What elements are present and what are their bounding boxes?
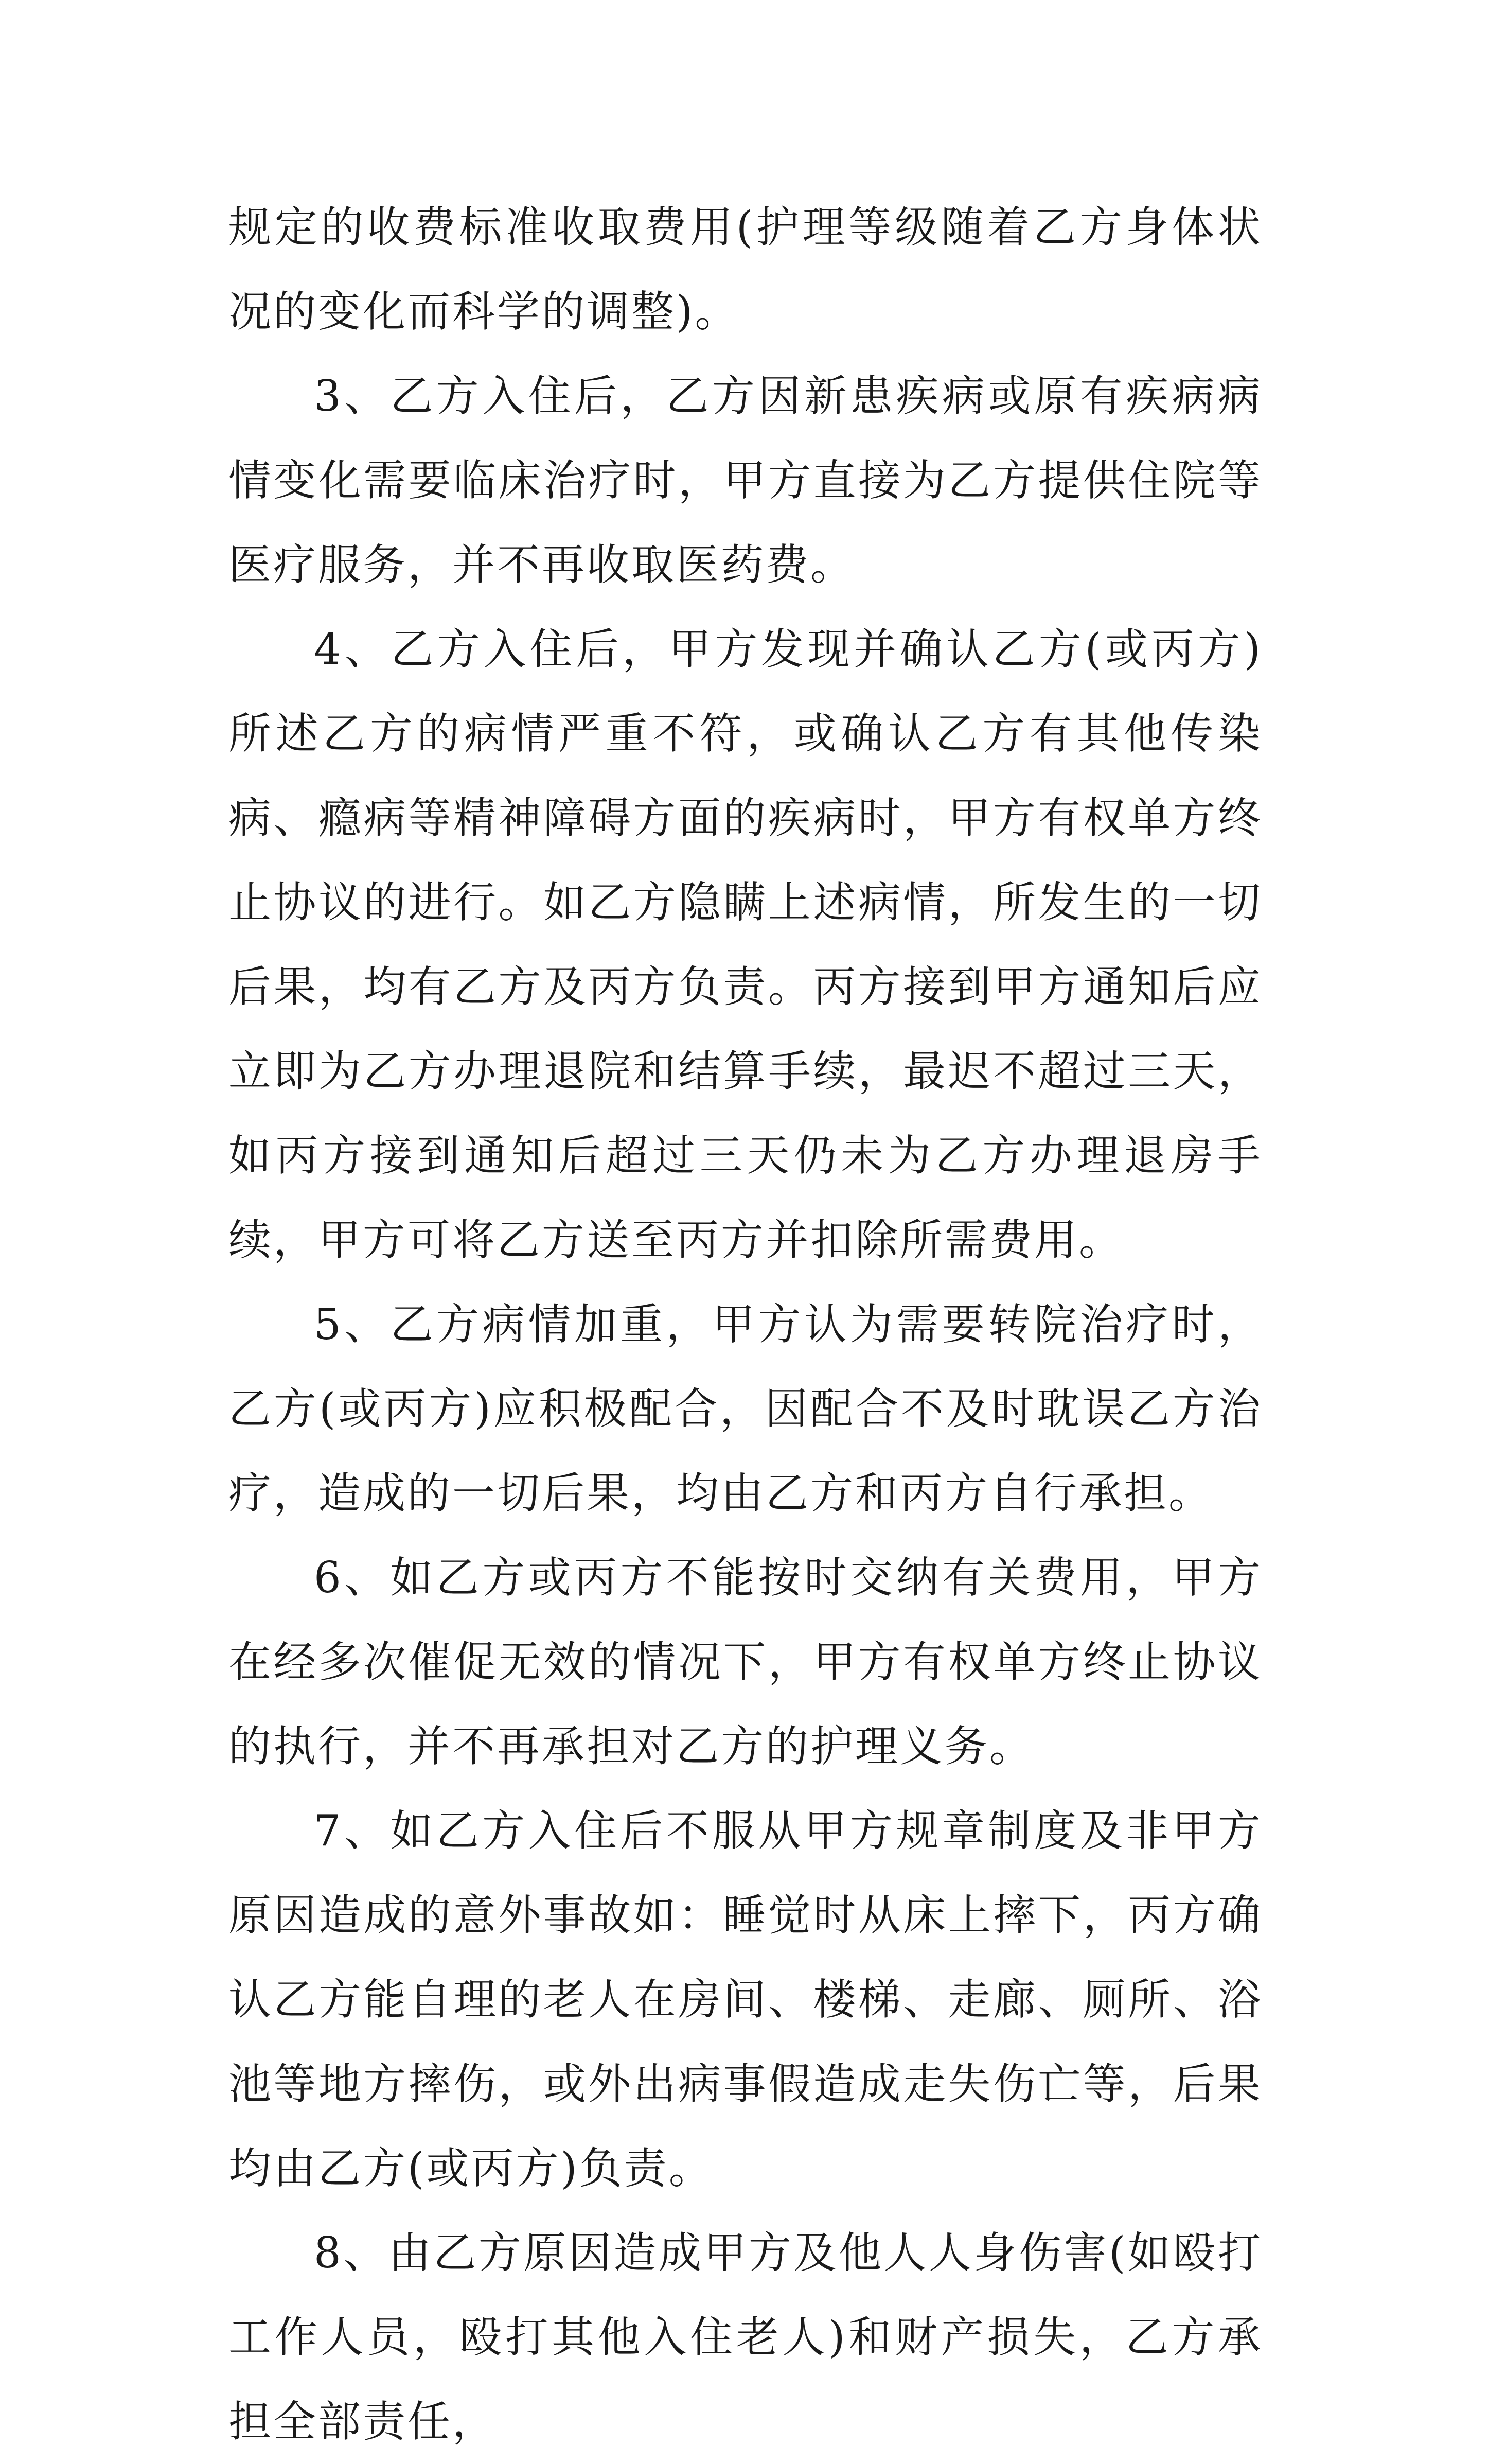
document-body <box>228 185 1263 2464</box>
paragraph-clause-5: 5、乙方病情加重，甲方认为需要转院治疗时，乙方(或丙方)应积极配合，因配合不及时耽误乙方治疗，造成的一切后果，均由乙方和丙方自行承担。 <box>228 1299 1263 1518</box>
paragraph-clause-8: 8、由乙方原因造成甲方及他人人身伤害(如殴打工作人员，殴打其他入住老人)和财产损失，乙方承担全部责任， <box>228 2228 1263 2447</box>
paragraph-clause-7: 7、如乙方入住后不服从甲方规章制度及非甲方原因造成的意外事故如：睡觉时从床上摔下，丙方确认乙方能自理的老人在房间、楼梯、走廊、厕所、浴池等地方摔伤，或外出病事假造成走失伤亡等，后果均由乙方(或丙方)负责。 <box>228 1806 1263 2193</box>
paragraph-fee-standard: 规定的收费标准收取费用(护理等级随着乙方身体状况的变化而科学的调整)。 <box>228 202 1263 337</box>
paragraph-clause-6: 6、如乙方或丙方不能按时交纳有关费用，甲方在经多次催促无效的情况下，甲方有权单方终止协议的执行，并不再承担对乙方的护理义务。 <box>228 1553 1263 1771</box>
paragraph-clause-3: 3、乙方入住后，乙方因新患疾病或原有疾病病情变化需要临床治疗时，甲方直接为乙方提供住院等医疗服务，并不再收取医药费。 <box>228 371 1263 590</box>
paragraph-clause-4: 4、乙方入住后，甲方发现并确认乙方(或丙方)所述乙方的病情严重不符，或确认乙方有其他传染病、瘾病等精神障碍方面的疾病时，甲方有权单方终止协议的进行。如乙方隐瞒上述病情，所发生的一切后果，均有乙方及丙方负责。丙方接到甲方通知后应立即为乙方办理退院和结算手续，最迟不超过三天，如丙方接到通知后超过三天仍未为乙方办理退房手续，甲方可将乙方送至丙方并扣除所需费用。 <box>228 624 1263 1265</box>
